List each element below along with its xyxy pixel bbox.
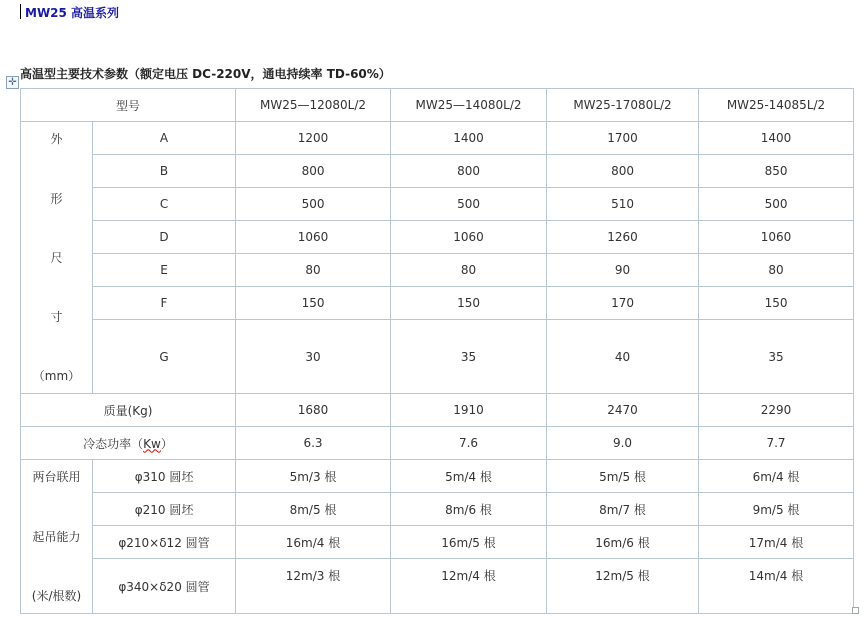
cell-value: 80 [699, 254, 854, 287]
table-caption: 高温型主要技术参数（额定电压 DC-220V，通电持续率 TD-60%） [20, 67, 391, 81]
dimension-label: C [93, 188, 236, 221]
cell-value: 16m/4 根 [236, 526, 391, 559]
dimension-group-char: 形 [50, 192, 63, 206]
cell-value: 2470 [547, 394, 699, 427]
cell-value: 12m/3 根 [236, 559, 391, 614]
cell-value: 1910 [391, 394, 547, 427]
cell-value: 16m/6 根 [547, 526, 699, 559]
cell-value: 8m/5 根 [236, 493, 391, 526]
cell-value: 5m/4 根 [391, 460, 547, 493]
lifting-item-label: φ310 圆坯 [93, 460, 236, 493]
cell-value: 80 [391, 254, 547, 287]
spec-table [20, 88, 854, 614]
dimension-group-char: 寸 [50, 310, 63, 324]
cell-value: 9m/5 根 [699, 493, 854, 526]
table-row [21, 287, 854, 320]
cell-value: 40 [547, 320, 699, 394]
power-label-suffix: ） [160, 436, 173, 451]
cell-value: 800 [236, 155, 391, 188]
cell-value: 170 [547, 287, 699, 320]
cell-value: 150 [699, 287, 854, 320]
cell-value: 6.3 [236, 427, 391, 460]
model-name: MW25—14080L/2 [391, 89, 547, 122]
model-name: MW25-17080L/2 [547, 89, 699, 122]
lifting-item-label: φ340×δ20 圆管 [93, 559, 236, 614]
mass-label: 质量(Kg) [21, 394, 236, 427]
cell-value: 90 [547, 254, 699, 287]
cell-value: 1060 [391, 221, 547, 254]
table-row [21, 188, 854, 221]
table-row [21, 221, 854, 254]
cell-value: 150 [391, 287, 547, 320]
model-name: MW25—12080L/2 [236, 89, 391, 122]
page-title: MW25 高温系列 [25, 6, 120, 20]
cell-value: 80 [236, 254, 391, 287]
cell-value: 500 [699, 188, 854, 221]
cell-value: 35 [699, 320, 854, 394]
cell-value: 14m/4 根 [699, 559, 854, 614]
cell-value: 6m/4 根 [699, 460, 854, 493]
cell-value: 1060 [699, 221, 854, 254]
table-row [21, 254, 854, 287]
dimension-group-char: 尺 [50, 251, 63, 265]
cell-value: 1260 [547, 221, 699, 254]
dimension-label: B [93, 155, 236, 188]
table-row [21, 155, 854, 188]
cell-value: 5m/3 根 [236, 460, 391, 493]
dimension-label: E [93, 254, 236, 287]
cell-value: 30 [236, 320, 391, 394]
dimension-label: A [93, 122, 236, 155]
cell-value: 510 [547, 188, 699, 221]
table-row [21, 526, 854, 559]
cell-value: 850 [699, 155, 854, 188]
table-move-icon[interactable]: ✛ [6, 76, 19, 89]
cell-value: 1700 [547, 122, 699, 155]
cell-value: 7.7 [699, 427, 854, 460]
model-name: MW25-14085L/2 [699, 89, 854, 122]
dimension-group-char: 外 [50, 132, 63, 146]
table-row [21, 122, 854, 155]
lifting-group-unit: (米/根数) [31, 589, 82, 603]
cell-value: 8m/6 根 [391, 493, 547, 526]
cell-value: 16m/5 根 [391, 526, 547, 559]
cell-value: 2290 [699, 394, 854, 427]
table-row [21, 460, 854, 493]
cell-value: 12m/5 根 [547, 559, 699, 614]
header-model-label: 型号 [21, 89, 236, 122]
power-label-unit: Kw [143, 436, 161, 451]
table-resize-handle[interactable] [852, 607, 859, 614]
cell-value: 8m/7 根 [547, 493, 699, 526]
dimension-label: D [93, 221, 236, 254]
cell-value: 800 [391, 155, 547, 188]
cell-value: 1060 [236, 221, 391, 254]
lifting-item-label: φ210×δ12 圆管 [93, 526, 236, 559]
cell-value: 1400 [699, 122, 854, 155]
cell-value: 1200 [236, 122, 391, 155]
cell-value: 9.0 [547, 427, 699, 460]
table-row [21, 493, 854, 526]
cell-value: 150 [236, 287, 391, 320]
cell-value: 1680 [236, 394, 391, 427]
lifting-item-label: φ210 圆坯 [93, 493, 236, 526]
cell-value: 7.6 [391, 427, 547, 460]
header-row [21, 89, 854, 122]
lifting-group-text: 两台联用 [32, 470, 81, 484]
table-row [21, 427, 854, 460]
table-row [21, 394, 854, 427]
cell-value: 500 [391, 188, 547, 221]
cell-value: 5m/5 根 [547, 460, 699, 493]
cell-value: 17m/4 根 [699, 526, 854, 559]
cell-value: 500 [236, 188, 391, 221]
dimension-label: F [93, 287, 236, 320]
cell-value: 35 [391, 320, 547, 394]
cell-value: 12m/4 根 [391, 559, 547, 614]
power-label-prefix: 冷态功率（ [83, 436, 144, 451]
dimension-unit: （mm） [32, 369, 81, 383]
power-label [21, 427, 236, 460]
cell-value: 1400 [391, 122, 547, 155]
cell-value: 800 [547, 155, 699, 188]
lifting-group-label [21, 460, 93, 614]
dimension-group-label [21, 122, 93, 394]
dimension-label: G [93, 320, 236, 394]
lifting-group-text: 起吊能力 [32, 530, 81, 544]
text-cursor [20, 4, 21, 19]
table-row [21, 559, 854, 614]
table-row [21, 320, 854, 394]
